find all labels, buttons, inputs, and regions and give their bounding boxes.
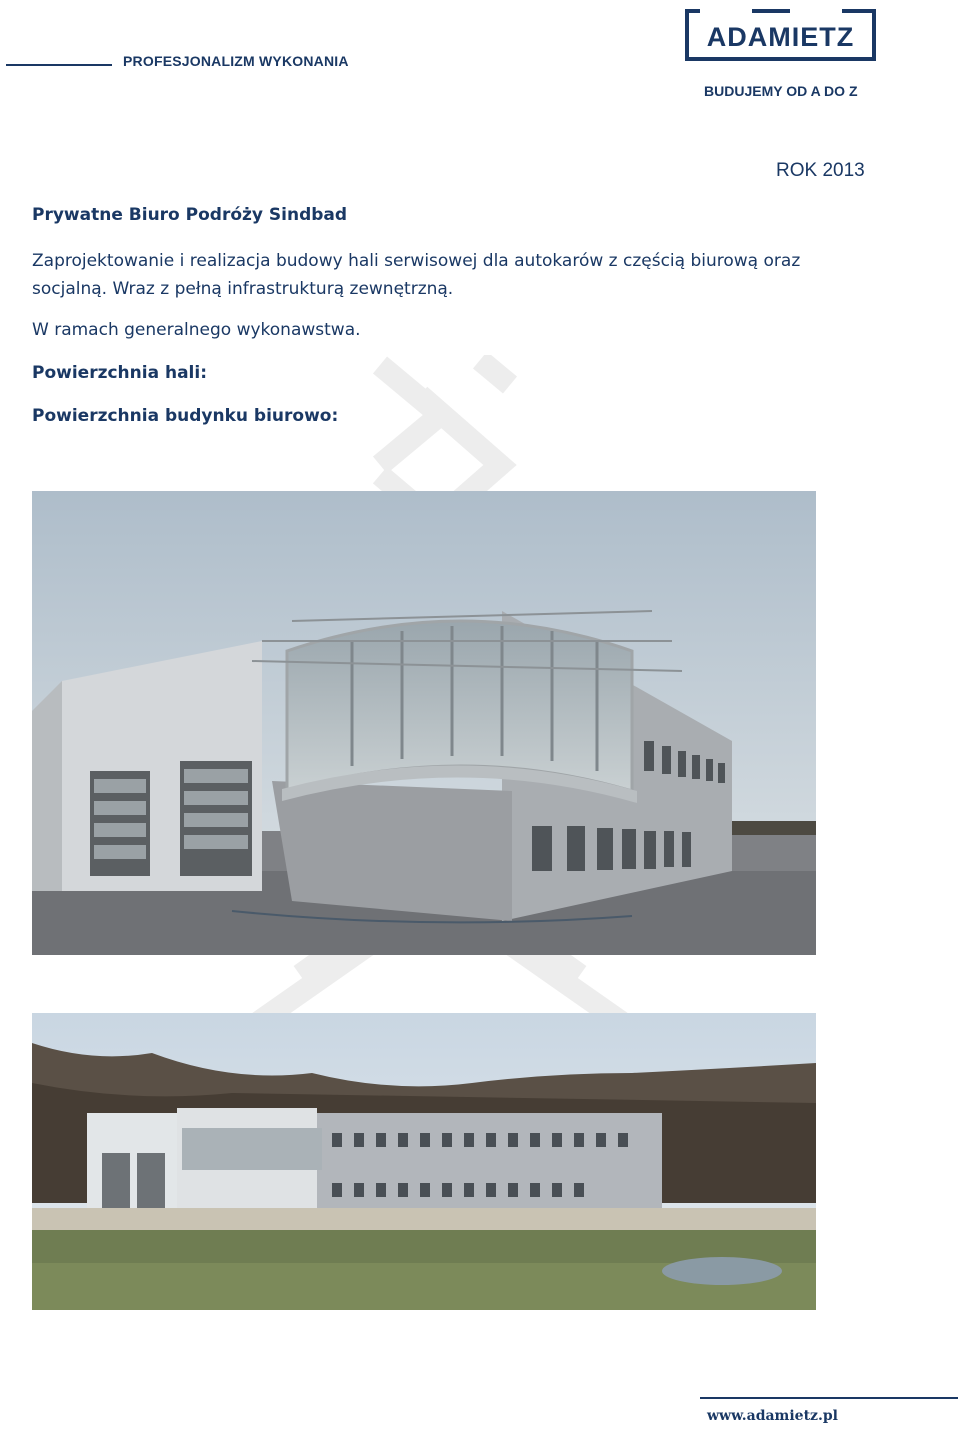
logo-slogan: BUDUJEMY OD A DO Z [704,83,858,99]
office-area-label: Powierzchnia budynku biurowo: [32,406,339,426]
project-scope: W ramach generalnego wykonawstwa. [32,320,361,340]
building-photo-front [32,491,816,955]
project-description: Zaprojektowanie i realizacja budowy hali serwisowej dla autokarów z częścią biurową oraz socjalną. Wraz z pełną infrastrukturą zewnętrzną. [32,251,801,299]
logo-notch [700,5,752,13]
year-label: ROK 2013 [776,160,865,181]
logo-notch [790,5,842,13]
footer-rule [700,1397,958,1399]
tagline: PROFESJONALIZM WYKONANIA [123,53,349,69]
building-photo-panorama [32,1013,816,1310]
project-title: Prywatne Biuro Podróży Sindbad [32,205,348,225]
header-rule [6,64,112,66]
footer-website-link[interactable]: www.adamietz.pl [707,1408,838,1424]
logo-name: ADAMIETZ [706,22,855,52]
hall-area-label: Powierzchnia hali: [32,363,208,383]
